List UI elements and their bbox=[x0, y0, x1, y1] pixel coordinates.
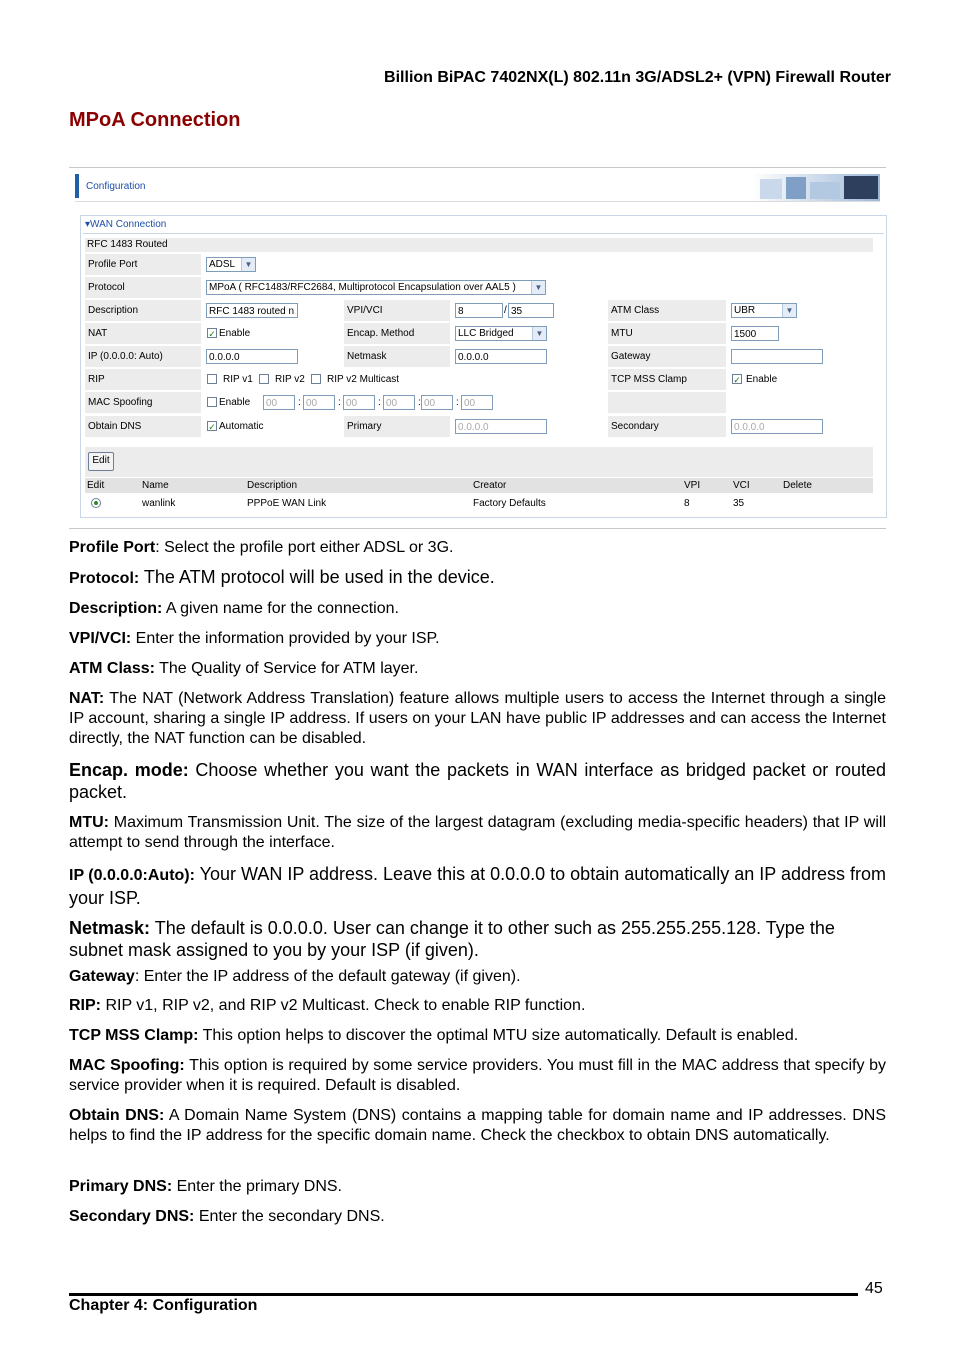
desc-description bbox=[69, 599, 886, 618]
row-protocol bbox=[85, 277, 873, 298]
button-row bbox=[85, 447, 873, 477]
definition: Your WAN IP address. Leave this at 0.0.0.0 to obtain automatically an IP address from your ISP. bbox=[69, 864, 887, 908]
desc-encap-mode bbox=[69, 759, 886, 803]
desc-netmask bbox=[69, 917, 886, 961]
description-input[interactable]: RFC 1483 routed n bbox=[206, 303, 298, 318]
mac-spoofing-label: MAC Spoofing bbox=[85, 392, 201, 413]
definition: Choose whether you want the packets in WAN interface as bridged packet or routed packet. bbox=[69, 760, 886, 802]
mac-enable-checkbox[interactable] bbox=[207, 397, 217, 407]
col-name: Name bbox=[142, 480, 169, 491]
term: Gateway bbox=[69, 968, 135, 985]
desc-gateway bbox=[69, 967, 886, 986]
row-ip bbox=[85, 346, 873, 367]
mtu-cell bbox=[728, 323, 873, 344]
definition: The ATM protocol will be used in the device. bbox=[139, 567, 495, 587]
chevron-down-icon: ▼ bbox=[532, 327, 546, 340]
vpi-vci-cell bbox=[452, 300, 606, 321]
mac-separator: : bbox=[338, 397, 341, 408]
chapter-label: Chapter 4: Configuration bbox=[69, 1297, 258, 1314]
encap-method-cell bbox=[452, 323, 606, 344]
netmask-cell bbox=[452, 346, 606, 367]
desc-rip bbox=[69, 996, 886, 1015]
gateway-cell bbox=[728, 346, 873, 367]
nat-label: NAT bbox=[85, 323, 201, 344]
wan-connection-panel bbox=[80, 215, 887, 518]
wan-connection-title[interactable]: ▾WAN Connection bbox=[85, 219, 167, 230]
desc-obtain-dns bbox=[69, 1106, 886, 1146]
nat-cell bbox=[203, 323, 342, 344]
panel-divider bbox=[83, 233, 884, 234]
encap-method-select[interactable] bbox=[455, 326, 547, 341]
definition: Select the profile port either ADSL or 3G. bbox=[159, 539, 454, 556]
atm-class-label: ATM Class bbox=[608, 300, 726, 321]
table-row bbox=[85, 496, 873, 511]
mac-separator: : bbox=[418, 397, 421, 408]
mtu-input[interactable]: 1500 bbox=[731, 326, 779, 341]
protocol-label: Protocol bbox=[85, 277, 201, 298]
ip-label: IP (0.0.0.0: Auto) bbox=[85, 346, 201, 367]
vpi-vci-separator: / bbox=[504, 305, 507, 316]
row-vci: 35 bbox=[733, 498, 745, 509]
term: Profile Port bbox=[69, 539, 156, 556]
rfc-routed-subheader: RFC 1483 Routed bbox=[85, 238, 873, 252]
tcp-mss-enable-label: Enable bbox=[746, 374, 778, 385]
definition: RIP v1, RIP v2, and RIP v2 Multicast. Check to enable RIP function. bbox=[101, 997, 586, 1014]
term: Encap. mode: bbox=[69, 760, 189, 780]
tcp-mss-cell bbox=[728, 369, 873, 390]
mac-row-blank-value bbox=[728, 392, 873, 413]
ip-input[interactable]: 0.0.0.0 bbox=[206, 349, 298, 364]
definition: The NAT (Network Address Translation) feature allows multiple users to access the Internet through a single IP account, sharing a single IP address. If users on your LAN have public IP addresses and can access the Internet directly, the NAT function can be disabled. bbox=[69, 690, 886, 747]
connection-table-header bbox=[85, 478, 873, 493]
mac-octet-6-input[interactable]: 00 bbox=[461, 395, 493, 410]
term-sep: : bbox=[134, 968, 140, 985]
nat-enable-label: Enable bbox=[219, 328, 251, 339]
config-title: Configuration bbox=[86, 181, 146, 192]
edit-radio[interactable] bbox=[91, 498, 101, 508]
vpi-vci-label: VPI/VCI bbox=[344, 300, 450, 321]
col-description: Description bbox=[247, 480, 298, 491]
mac-separator: : bbox=[378, 397, 381, 408]
rip-v2-checkbox[interactable] bbox=[259, 374, 269, 384]
tcp-mss-clamp-label: TCP MSS Clamp bbox=[608, 369, 726, 390]
rip-label: RIP bbox=[85, 369, 201, 390]
definition: Enter the IP address of the default gateway (if given). bbox=[139, 968, 521, 985]
mtu-label: MTU bbox=[608, 323, 726, 344]
rip-v2-label: RIP v2 bbox=[275, 374, 305, 385]
nat-enable-checkbox[interactable]: ✓ bbox=[208, 329, 216, 339]
row-name: wanlink bbox=[142, 498, 176, 509]
definition: Maximum Transmission Unit. The size of the largest datagram (excluding media-specific headers) that IP will attempt to send through the interface. bbox=[69, 814, 886, 851]
desc-tcp-mss-clamp bbox=[69, 1026, 886, 1045]
secondary-dns-cell bbox=[728, 416, 873, 437]
mac-spoofing-cell bbox=[203, 392, 606, 413]
atm-class-select[interactable] bbox=[731, 303, 797, 318]
term: VPI/VCI: bbox=[69, 630, 132, 647]
atm-class-value: UBR bbox=[734, 305, 756, 316]
term: RIP: bbox=[69, 997, 101, 1014]
chevron-down-icon: ▼ bbox=[241, 258, 255, 271]
term: NAT: bbox=[69, 690, 105, 707]
definition: A given name for the connection. bbox=[162, 600, 399, 617]
row-profile-port bbox=[85, 254, 873, 275]
gateway-input[interactable] bbox=[731, 349, 823, 364]
rip-v2-multicast-label: RIP v2 Multicast bbox=[327, 374, 400, 385]
desc-mac-spoofing bbox=[69, 1056, 886, 1096]
term: MAC Spoofing: bbox=[69, 1057, 185, 1074]
document-header: Billion BiPAC 7402NX(L) 802.11n 3G/ADSL2+ (VPN) Firewall Router bbox=[384, 69, 891, 86]
term: Description: bbox=[69, 600, 163, 617]
profile-port-cell bbox=[203, 254, 342, 275]
definition: The default is 0.0.0.0. User can change it to other such as 255.255.255.128. Type the subnet mask assigned to you by your ISP (if given). bbox=[69, 918, 835, 960]
term: MTU: bbox=[69, 814, 109, 831]
protocol-cell bbox=[203, 277, 873, 298]
rip-v1-checkbox[interactable] bbox=[207, 374, 217, 384]
rip-v1-label: RIP v1 bbox=[223, 374, 253, 385]
atm-class-cell bbox=[728, 300, 873, 321]
col-edit: Edit bbox=[87, 480, 105, 491]
col-vpi: VPI bbox=[684, 480, 701, 491]
term: Netmask: bbox=[69, 918, 151, 938]
term: TCP MSS Clamp: bbox=[69, 1027, 199, 1044]
mac-octet-1-input[interactable]: 00 bbox=[263, 395, 295, 410]
primary-dns-cell bbox=[452, 416, 606, 437]
mac-row-blank bbox=[608, 392, 726, 413]
row-mac-spoofing bbox=[85, 392, 873, 413]
term: Primary DNS: bbox=[69, 1178, 173, 1195]
row-nat bbox=[85, 323, 873, 344]
desc-profile-port bbox=[69, 538, 886, 557]
mac-octet-2-input[interactable]: 00 bbox=[303, 395, 335, 410]
definition: This option helps to discover the optimal MTU size automatically. Default is enabled. bbox=[198, 1027, 799, 1044]
term: Secondary DNS: bbox=[69, 1208, 195, 1225]
profile-port-label: Profile Port bbox=[85, 254, 201, 275]
page-number: 45 bbox=[865, 1280, 883, 1297]
desc-secondary-dns bbox=[69, 1207, 886, 1226]
row-rip bbox=[85, 369, 873, 390]
desc-protocol bbox=[69, 567, 886, 589]
protocol-select[interactable] bbox=[206, 280, 546, 295]
definition: Enter the primary DNS. bbox=[172, 1178, 342, 1195]
mac-separator: : bbox=[298, 397, 301, 408]
description-cell bbox=[203, 300, 342, 321]
obtain-dns-auto-label: Automatic bbox=[219, 421, 264, 432]
desc-mtu bbox=[69, 813, 886, 853]
netmask-label: Netmask bbox=[344, 346, 450, 367]
row-creator: Factory Defaults bbox=[473, 498, 546, 509]
section-title: MPoA Connection bbox=[69, 109, 241, 131]
definition: This option is required by some service providers. You must fill in the MAC address that specify by service provider when it is required. Default is disabled. bbox=[69, 1057, 886, 1094]
config-title-bar bbox=[75, 174, 880, 202]
banner-graphic-icon bbox=[752, 174, 880, 201]
obtain-dns-checkbox[interactable]: ✓ bbox=[208, 422, 216, 432]
secondary-dns-label: Secondary bbox=[608, 416, 726, 437]
title-accent bbox=[75, 174, 79, 198]
mac-octet-4-input[interactable]: 00 bbox=[383, 395, 415, 410]
mac-enable-label: Enable bbox=[219, 397, 251, 408]
profile-port-value: ADSL bbox=[209, 259, 236, 270]
encap-method-value: LLC Bridged bbox=[458, 328, 514, 339]
mac-octet-5-input[interactable]: 00 bbox=[421, 395, 453, 410]
col-creator: Creator bbox=[473, 480, 507, 491]
term: ATM Class: bbox=[69, 660, 155, 677]
mac-separator: : bbox=[456, 397, 459, 408]
secondary-dns-input[interactable]: 0.0.0.0 bbox=[731, 419, 823, 434]
row-obtain-dns bbox=[85, 416, 873, 437]
vci-input[interactable]: 35 bbox=[508, 303, 554, 318]
gateway-label: Gateway bbox=[608, 346, 726, 367]
row-description: PPPoE WAN Link bbox=[247, 498, 327, 509]
description-label: Description bbox=[85, 300, 201, 321]
desc-nat bbox=[69, 689, 886, 749]
desc-ip bbox=[69, 863, 886, 909]
row-vpi: 8 bbox=[684, 498, 690, 509]
mac-octet-3-input[interactable]: 00 bbox=[343, 395, 375, 410]
chevron-down-icon: ▼ bbox=[531, 281, 545, 294]
definition: Enter the information provided by your ISP. bbox=[131, 630, 440, 647]
definition: Enter the secondary DNS. bbox=[194, 1208, 385, 1225]
term: Obtain DNS: bbox=[69, 1107, 165, 1124]
config-screenshot bbox=[69, 167, 886, 529]
edit-button[interactable]: Edit bbox=[88, 452, 114, 471]
term: Protocol: bbox=[69, 570, 140, 587]
obtain-dns-cell bbox=[203, 416, 342, 437]
primary-dns-label: Primary bbox=[344, 416, 450, 437]
col-vci: VCI bbox=[733, 480, 750, 491]
definition: A Domain Name System (DNS) contains a mapping table for domain name and IP addresses. DNS helps to find the IP address for the specific domain name. Check the checkbox to obtain DNS automatically. bbox=[69, 1107, 887, 1144]
rip-v2-multicast-checkbox[interactable] bbox=[311, 374, 321, 384]
netmask-input[interactable]: 0.0.0.0 bbox=[455, 349, 547, 364]
desc-atm-class bbox=[69, 659, 886, 678]
primary-dns-input[interactable]: 0.0.0.0 bbox=[455, 419, 547, 434]
obtain-dns-label: Obtain DNS bbox=[85, 416, 201, 437]
encap-method-label: Encap. Method bbox=[344, 323, 450, 344]
rip-cell bbox=[203, 369, 606, 390]
protocol-value: MPoA ( RFC1483/RFC2684, Multiprotocol Encapsulation over AAL5 ) bbox=[209, 282, 516, 293]
definition: The Quality of Service for ATM layer. bbox=[154, 660, 419, 677]
term: IP (0.0.0.0:Auto): bbox=[69, 867, 195, 884]
col-delete: Delete bbox=[783, 480, 812, 491]
desc-vpi-vci bbox=[69, 629, 886, 648]
chevron-down-icon: ▼ bbox=[782, 304, 796, 317]
term-sep: : bbox=[155, 539, 160, 556]
row-description bbox=[85, 300, 873, 321]
footer-rule bbox=[69, 1293, 858, 1296]
profile-port-select[interactable] bbox=[206, 257, 256, 272]
desc-primary-dns bbox=[69, 1177, 886, 1196]
tcp-mss-enable-checkbox[interactable]: ✓ bbox=[733, 375, 741, 385]
ip-cell bbox=[203, 346, 342, 367]
vpi-input[interactable]: 8 bbox=[455, 303, 503, 318]
